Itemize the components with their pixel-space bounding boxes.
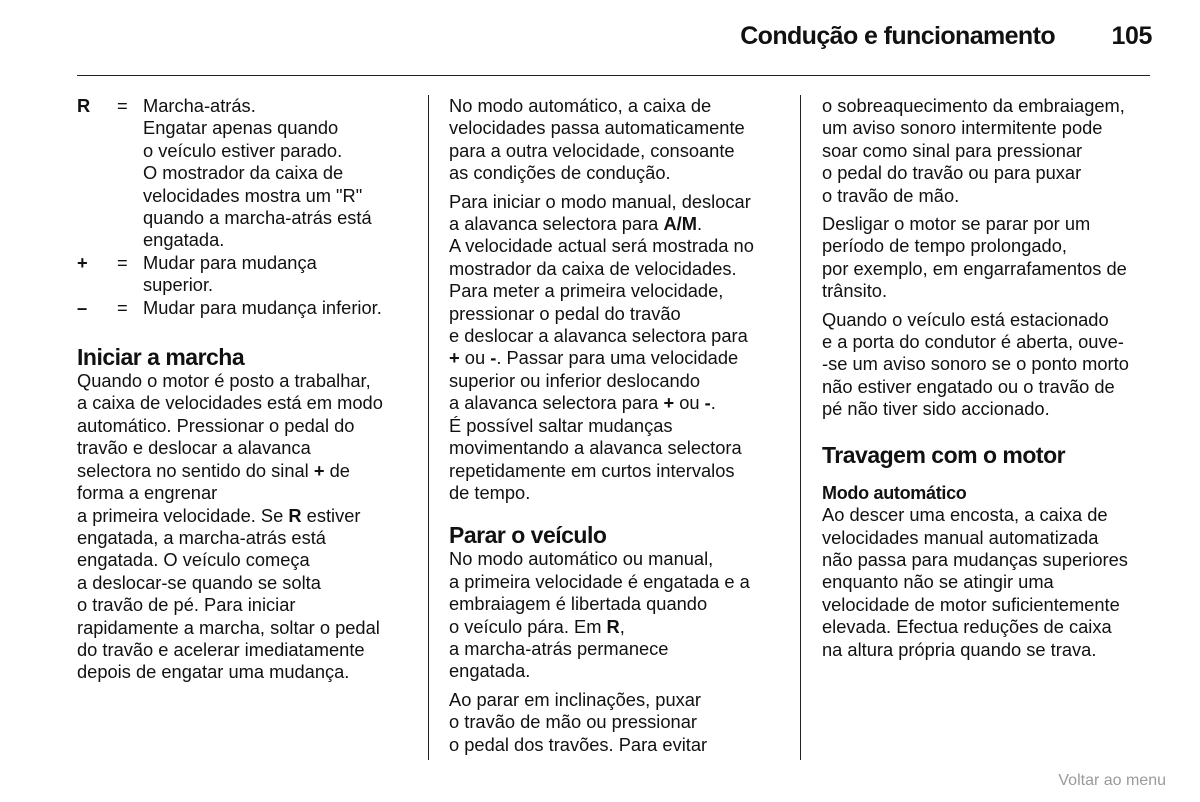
paragraph-modo-manual <box>449 191 787 505</box>
definition-line: Mudar para mudança <box>143 251 317 273</box>
text-line: Quando o veículo está estacionado <box>822 308 1109 330</box>
section-heading-parar: Parar o veículo <box>449 522 607 549</box>
section-heading-iniciar: Iniciar a marcha <box>77 344 245 371</box>
symbol-r: R <box>606 615 620 637</box>
reverse-note <box>77 117 412 251</box>
text-line: velocidades passa automaticamente <box>449 117 745 139</box>
text-line: por exemplo, em engarrafamentos de <box>822 257 1127 279</box>
text-run: selectora no sentido do sinal <box>77 459 309 481</box>
paragraph-estacionado <box>822 309 1157 421</box>
text-line: e deslocar a alavanca selectora para <box>449 325 748 347</box>
text-line: o pedal do travão ou para puxar <box>822 162 1082 184</box>
definition-line: Marcha-atrás. <box>143 95 256 116</box>
text-run: o veículo pára. Em <box>449 615 602 637</box>
text-line: superior ou inferior deslocando <box>449 369 701 391</box>
text-line: engatada. <box>449 660 531 682</box>
back-to-menu-link[interactable]: Voltar ao menu <box>1058 772 1166 789</box>
text-run: a primeira velocidade. Se <box>77 504 284 526</box>
text-line: pressionar o pedal do travão <box>449 302 681 324</box>
text-line: período de tempo prolongado, <box>822 235 1067 257</box>
equals-sign: = <box>117 251 128 273</box>
text-line: a marcha-atrás permanece <box>449 637 669 659</box>
text-line: o travão de mão. <box>822 184 960 206</box>
column-divider-1 <box>428 95 429 760</box>
text-line: Ao descer uma encosta, a caixa de <box>822 504 1108 526</box>
text-line: movimentando a alavanca selectora <box>449 437 742 459</box>
text-line <box>449 392 787 414</box>
text-line: Desligar o motor se parar por um <box>822 213 1091 235</box>
text-line: não passa para mudanças superiores <box>822 548 1128 570</box>
definition-line: velocidades mostra um "R" <box>143 184 363 206</box>
text-line: Ao parar em inclinações, puxar <box>449 688 702 710</box>
text-line: velocidade de motor suficientemente <box>822 593 1120 615</box>
symbol-definition-downshift <box>77 297 412 319</box>
symbol-plus: + <box>313 459 325 481</box>
text-line: as condições de condução. <box>449 162 671 184</box>
text-line: o travão de pé. Para iniciar <box>77 594 296 616</box>
symbol-definition-upshift <box>77 252 412 297</box>
text-line: Para iniciar o modo manual, deslocar <box>449 190 751 212</box>
text-line: velocidades manual automatizada <box>822 526 1099 548</box>
control-symbol-list <box>77 95 412 319</box>
paragraph-modo-automatico <box>449 95 787 185</box>
text-line: engatada, a marcha-atrás está <box>77 526 326 548</box>
symbol-minus: – <box>77 296 88 318</box>
text-line: É possível saltar mudanças <box>449 414 673 436</box>
text-line: depois de engatar uma mudança. <box>77 661 350 683</box>
definition-line: o veículo estiver parado. <box>143 139 343 161</box>
text-line: de tempo. <box>449 481 531 503</box>
text-run: ou <box>679 392 700 414</box>
text-line: engatada. O veículo começa <box>77 549 310 571</box>
symbol-r: R <box>288 504 302 526</box>
text-line: soar como sinal para pressionar <box>822 139 1083 161</box>
text-line: repetidamente em curtos intervalos <box>449 459 735 481</box>
symbol-plus: + <box>77 251 88 273</box>
text-line: No modo automático, a caixa de <box>449 95 712 116</box>
text-line: trânsito. <box>822 280 888 302</box>
definition-line: O mostrador da caixa de <box>143 162 344 184</box>
symbol-plus: + <box>449 347 460 369</box>
equals-sign: = <box>117 95 128 116</box>
symbol-am: A/M <box>663 213 697 235</box>
subheading-modo-automatico: Modo automático <box>822 482 967 503</box>
text-line <box>449 213 787 235</box>
definition-line: Mudar para mudança inferior. <box>143 296 382 318</box>
text-run: . <box>710 392 716 414</box>
paragraph-parar <box>449 548 787 682</box>
column-3 <box>822 95 1157 667</box>
paragraph-iniciar <box>77 370 412 684</box>
text-line <box>449 347 787 369</box>
text-line: -se um aviso sonoro se o ponto morto <box>822 353 1129 375</box>
text-line: enquanto não se atingir uma <box>822 571 1054 593</box>
text-line: o pedal dos travões. Para evitar <box>449 733 708 755</box>
text-run: , <box>619 615 625 637</box>
text-line: na altura própria quando se trava. <box>822 638 1097 660</box>
section-heading-travagem: Travagem com o motor <box>822 441 1066 468</box>
column-1 <box>77 95 412 690</box>
header-divider <box>77 75 1150 76</box>
text-line <box>77 505 412 527</box>
text-line: o travão de mão ou pressionar <box>449 711 697 733</box>
text-run: . Passar para uma velocidade <box>496 347 739 369</box>
paragraph-descer-encosta <box>822 504 1157 661</box>
definition-line: quando a marcha-atrás está <box>143 207 372 229</box>
text-line: Quando o motor é posto a trabalhar, <box>77 370 371 392</box>
text-line: mostrador da caixa de velocidades. <box>449 257 737 279</box>
paragraph-inclinacoes <box>449 689 787 756</box>
text-line: não estiver engatado ou o travão de <box>822 375 1115 397</box>
symbol-definition-reverse <box>77 95 412 117</box>
text-line: para a outra velocidade, consoante <box>449 139 735 161</box>
symbol-minus: - <box>490 347 497 369</box>
text-line: a deslocar-se quando se solta <box>77 571 321 593</box>
symbol-r: R <box>77 95 91 116</box>
text-line: do travão e acelerar imediatamente <box>77 638 365 660</box>
text-line: travão e deslocar a alavanca <box>77 437 311 459</box>
text-line <box>77 460 412 482</box>
paragraph-sobreaquecimento <box>822 95 1157 207</box>
symbol-minus: - <box>704 392 711 414</box>
text-line <box>449 616 787 638</box>
column-divider-2 <box>800 95 801 760</box>
equals-sign: = <box>117 296 128 318</box>
text-run: a alavanca selectora para <box>449 392 659 414</box>
definition-line: engatada. <box>143 229 225 251</box>
text-line: e a porta do condutor é aberta, ouve- <box>822 331 1124 353</box>
text-line: a caixa de velocidades está em modo <box>77 392 383 414</box>
text-line: forma a engrenar <box>77 482 218 504</box>
text-line: elevada. Efectua reduções de caixa <box>822 616 1112 638</box>
text-line: um aviso sonoro intermitente pode <box>822 117 1103 139</box>
chapter-title: Condução e funcionamento <box>740 22 1055 50</box>
text-run: estiver <box>306 504 361 526</box>
text-line: a primeira velocidade é engatada e a <box>449 570 750 592</box>
text-line: A velocidade actual será mostrada no <box>449 235 754 257</box>
symbol-plus: + <box>663 392 675 414</box>
text-line: Para meter a primeira velocidade, <box>449 280 724 302</box>
definition-line: Engatar apenas quando <box>143 117 339 139</box>
text-line: pé não tiver sido accionado. <box>822 398 1050 420</box>
text-line: o sobreaquecimento da embraiagem, <box>822 95 1125 116</box>
text-line: No modo automático ou manual, <box>449 548 714 570</box>
text-run: . <box>696 213 703 235</box>
text-run: ou <box>464 347 486 369</box>
text-line: automático. Pressionar o pedal do <box>77 414 355 436</box>
page-number: 105 <box>1111 22 1152 50</box>
text-line: rapidamente a marcha, soltar o pedal <box>77 616 380 638</box>
definition-line: superior. <box>143 274 214 296</box>
paragraph-desligar-motor <box>822 213 1157 303</box>
column-2 <box>449 95 787 762</box>
text-line: embraiagem é libertada quando <box>449 593 708 615</box>
text-run: de <box>329 459 350 481</box>
text-run: a alavanca selectora para <box>449 213 659 235</box>
